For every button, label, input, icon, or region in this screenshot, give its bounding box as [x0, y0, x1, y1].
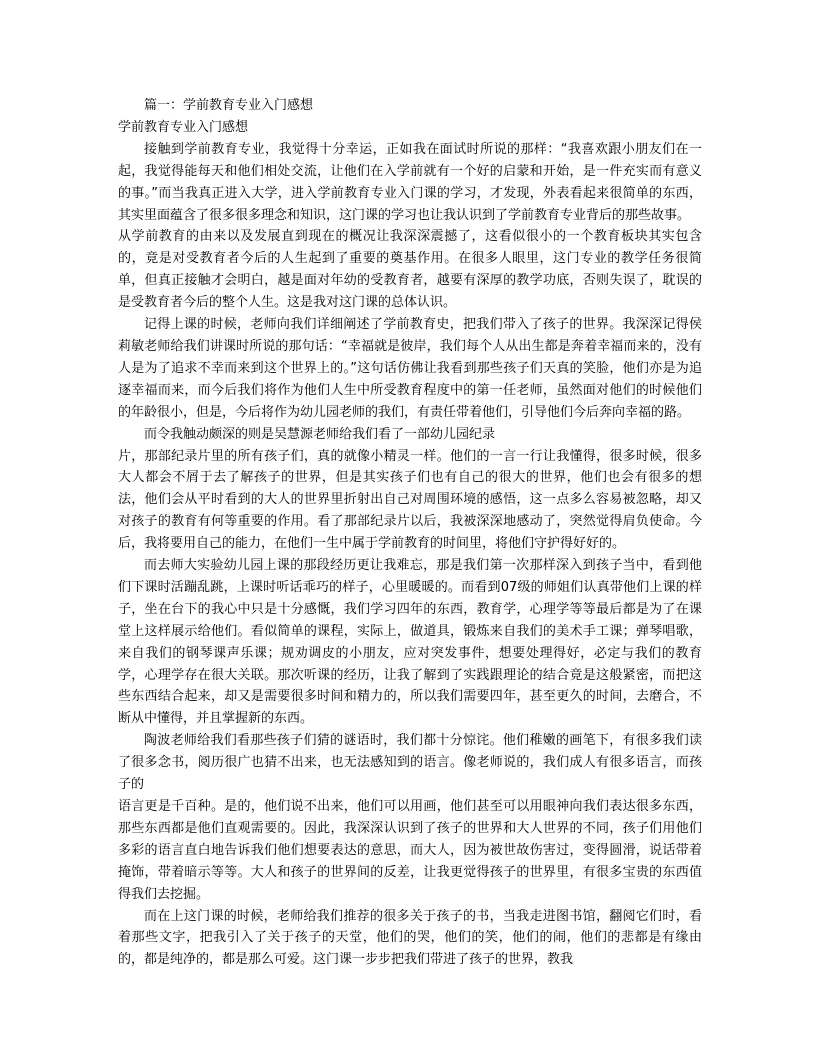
- document-page: [118, 95, 702, 971]
- paragraph-2: 从学前教育的由来以及发展直到现在的概况让我深深震撼了，这看似很小的一个教育板块其实包含的，竟是对受教育者今后的人生起到了重要的奠基作用。在很多人眼里，这门专业的教学任务很简单，但真正接触才会明白，越是面对年幼的受教育者，越要有深厚的教学功底，否则失误了，耽误的是受教育者今后的整个人生。这是我对这门课的总体认识。: [118, 229, 702, 311]
- paragraph-1: 接触到学前教育专业，我觉得十分幸运，正如我在面试时所说的那样：“我喜欢跟小朋友们在一起，我觉得能每天和他们相处交流，让他们在入学前就有一个好的启蒙和开始，是一件充实而有意义的事。”而当我真正进入大学，进入学前教育专业入门课的学习，才发现，外表看起来很简单的东西，其实里面蕴含了很多很多理念和知识，这门课的学习也让我认识到了学前教育专业背后的那些故事。: [118, 141, 702, 223]
- paragraph-4-start: 而令我触动颇深的则是吴慧源老师给我们看了一部幼儿园纪录: [144, 426, 496, 442]
- paragraph-7: 而在上这门课的时候，老师给我们推荐的很多关于孩子的书，当我走进图书馆，翻阅它们时，看着那些文字，把我引入了关于孩子的天堂，他们的哭，他们的笑，他们的闹，他们的悲都是有缘由的，都是纯净的，都是那么可爱。这门课一步步把我们带进了孩子的世界，教我: [118, 908, 702, 968]
- paragraph-5: 而去师大实验幼儿园上课的那段经历更让我难忘，那是我们第一次那样深入到孩子当中，看到他们下课时活蹦乱跳，上课时听话乖巧的样子，心里暖暖的。而看到07级的师姐们认真带他们上课的样子，坐在台下的我心中只是十分感慨，我们学习四年的东西，教育学，心理学等等最后都是为了在课堂上这样展示给他们。看似简单的课程，实际上，做道具，锻炼来自我们的美术手工课；弹琴唱歌，来自我们的钢琴课声乐课；规劝调皮的小朋友，应对突发事件，想要处理得好，必定与我们的教育学，心理学存在很大关联。那次听课的经历，让我了解到了实践跟理论的结合竟是这般紧密，而把这些东西结合起来，却又是需要很多时间和精力的，所以我们需要四年，甚至更久的时间，去磨合，不断从中懂得，并且掌握新的东西。: [118, 558, 702, 727]
- document-heading: 篇一：学前教育专业入门感想: [144, 98, 314, 113]
- paragraph-4-continued: 片，那部纪录片里的所有孩子们，真的就像小精灵一样。他们的一言一行让我懂得，很多时候，很多大人都会不屑于去了解孩子的世界，但是其实孩子们也有自己的很大的世界，他们也会有很多的想法，他们会从平时看到的大人的世界里折射出自己对周围环境的感悟，这一点多么容易被忽略，却又对孩子的教育有何等重要的作用。看了那部纪录片以后，我被深深地感动了，突然觉得肩负使命。今后，我将要用自己的能力，在他们一生中属于学前教育的时间里，将他们守护得好好的。: [118, 448, 702, 552]
- paragraph-6-continued: 语言更是千百种。是的，他们说不出来，他们可以用画，他们甚至可以用眼神向我们表达很多东西，那些东西都是他们直观需要的。因此，我深深认识到了孩子的世界和大人世界的不同，孩子们用他们多彩的语言直白地告诉我们他们想要表达的意思，而大人，因为被世故伤害过，变得圆滑，说话带着掩饰，带着暗示等等。大人和孩子的世界间的反差，让我更觉得孩子的世界里，有很多宝贵的东西值得我们去挖掘。: [118, 799, 702, 902]
- document-subheading: 学前教育专业入门感想: [118, 119, 249, 135]
- paragraph-6-start: 陶波老师给我们看那些孩子们猜的谜语时，我们都十分惊诧。他们稚嫩的画笔下，有很多我们读了很多念书，阅历很广也猜不出来，也无法感知到的语言。像老师说的，我们成人有很多语言，而孩子的: [118, 733, 702, 793]
- paragraph-3: 记得上课的时候，老师向我们详细阐述了学前教育史，把我们带入了孩子的世界。我深深记得侯莉敏老师给我们讲课时所说的那句话：“幸福就是彼岸，我们每个人从出生都是奔着幸福而来的，没有人是为了追求不幸而来到这个世界上的。”这句话仿佛让我看到那些孩子们天真的笑脸，他们亦是为追逐幸福而来，而今后我们将作为他们人生中所受教育程度中的第一任老师，虽然面对他们的时候他们的年龄很小，但是，今后将作为幼儿园老师的我们，有责任带着他们，引导他们今后奔向幸福的路。: [118, 317, 702, 420]
